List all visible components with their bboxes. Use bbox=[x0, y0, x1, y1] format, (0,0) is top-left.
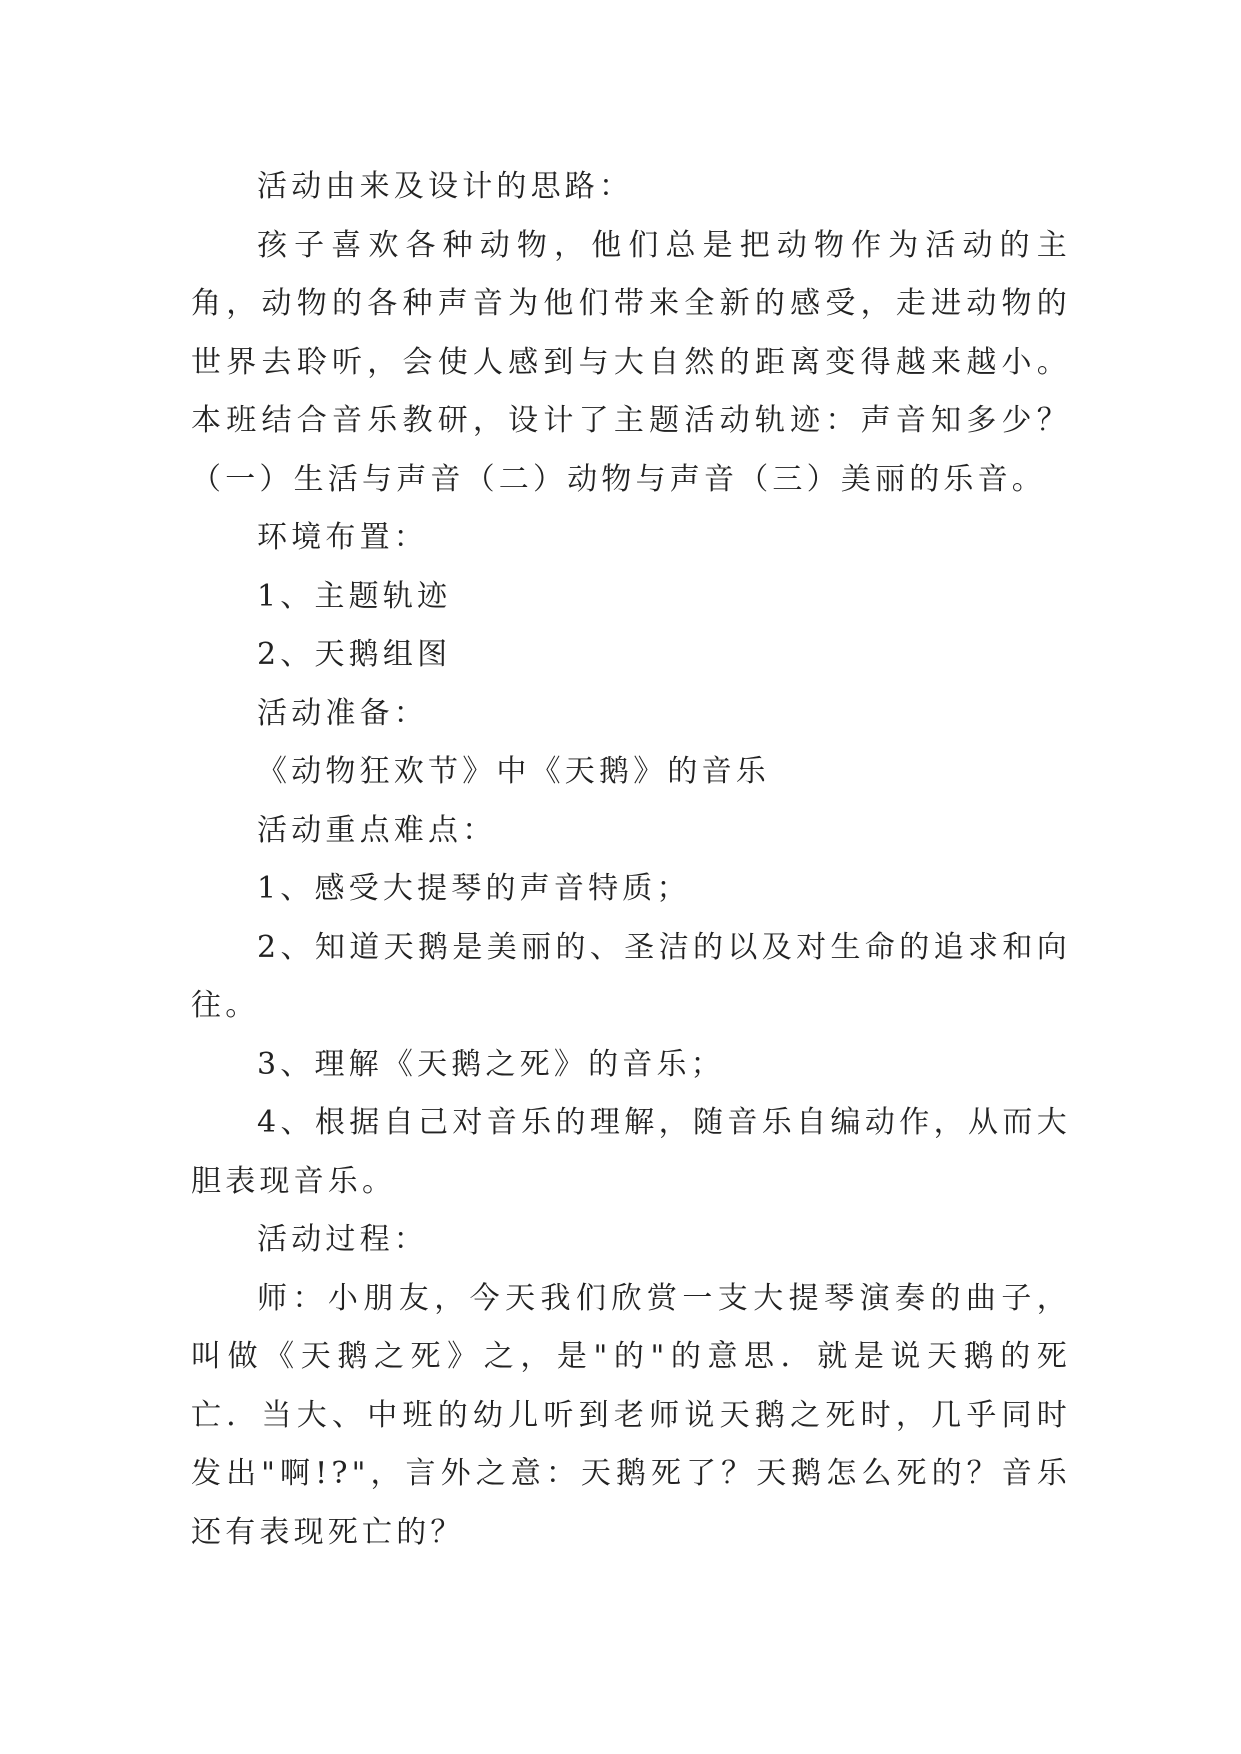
list-item-environment-1: 1、主题轨迹 bbox=[257, 578, 452, 614]
paragraph-preparation: 《动物狂欢节》中《天鹅》的音乐 bbox=[257, 754, 770, 789]
list-item-key-point-4: 4、根据自己对音乐的理解，随音乐自编动作，从而大胆表现音乐。 bbox=[191, 1105, 1071, 1199]
list-item-key-point-2: 2、知道天鹅是美丽的、圣洁的以及对生命的追求和向往。 bbox=[191, 929, 1071, 1023]
heading-environment: 环境布置： bbox=[257, 520, 428, 555]
heading-process: 活动过程： bbox=[257, 1222, 428, 1257]
paragraph-process: 师：小朋友，今天我们欣赏一支大提琴演奏的曲子，叫做《天鹅之死》之，是"的"的意思．就是说天鹅的死亡．当大、中班的幼儿听到老师说天鹅之死时，几乎同时发出"啊!?"，言外之意：天鹅死了？天鹅怎么死的？音乐还有表现死亡的？ bbox=[191, 1280, 1071, 1550]
heading-activity-origin: 活动由来及设计的思路： bbox=[257, 169, 634, 204]
heading-key-points: 活动重点难点： bbox=[257, 812, 497, 848]
heading-preparation: 活动准备： bbox=[257, 695, 428, 731]
paragraph-activity-origin: 孩子喜欢各种动物，他们总是把动物作为活动的主角，动物的各种声音为他们带来全新的感受，走进动物的世界去聆听，会使人感到与大自然的距离变得越来越小。本班结合音乐教研，设计了主题活动轨迹：声音知多少？（一）生活与声音（二）动物与声音（三）美丽的乐音。 bbox=[191, 227, 1071, 497]
list-item-key-point-1: 1、感受大提琴的声音特质； bbox=[257, 871, 691, 906]
document-body bbox=[191, 158, 1071, 1562]
list-item-key-point-3: 3、理解《天鹅之死》的音乐； bbox=[257, 1046, 725, 1082]
list-item-environment-2: 2、天鹅组图 bbox=[257, 637, 452, 672]
